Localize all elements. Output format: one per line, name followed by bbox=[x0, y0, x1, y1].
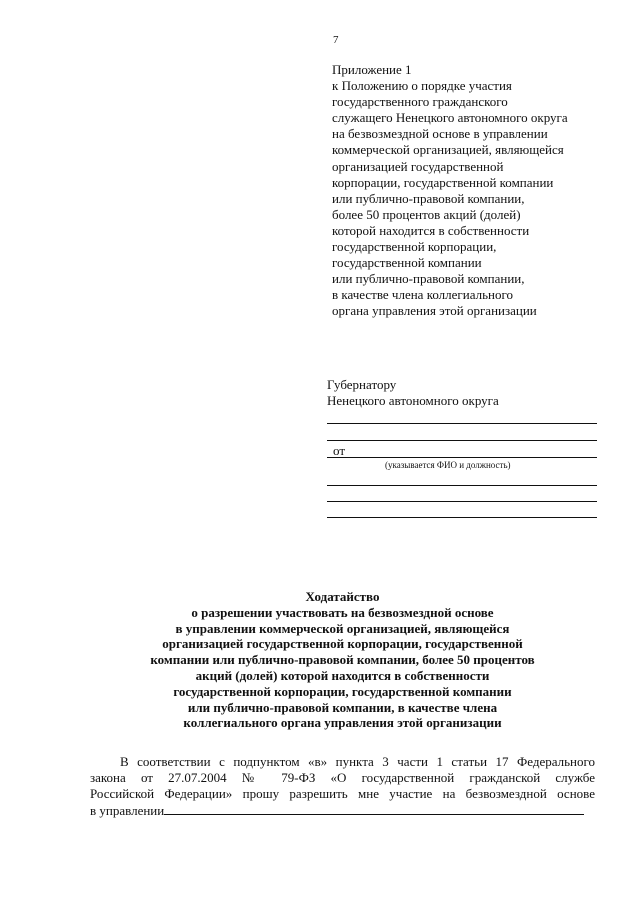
blank-line bbox=[327, 517, 597, 518]
body-line: В соответствии с подпунктом «в» пункта 3 части 1 статьи 17 Федерального bbox=[120, 754, 595, 769]
appendix-line: в качестве члена коллегиального bbox=[332, 287, 513, 303]
page-number: 7 bbox=[333, 34, 339, 46]
appendix-line: к Положению о порядке участия bbox=[332, 78, 512, 94]
body-line: Российской Федерации» прошу разрешить мне участие на безвозмездной основе bbox=[90, 786, 595, 801]
appendix-line: государственного гражданского bbox=[332, 94, 508, 110]
title-line: акций (долей) которой находится в собственности bbox=[195, 667, 490, 683]
appendix-line: коммерческой организацией, являющейся bbox=[332, 142, 564, 158]
title-line: или публично-правовой компании, в качестве члена bbox=[187, 699, 498, 715]
blank-line bbox=[327, 423, 597, 424]
blank-line bbox=[327, 501, 597, 502]
appendix-line: органа управления этой организации bbox=[332, 303, 537, 319]
body-last-line bbox=[90, 802, 595, 819]
title-line: Ходатайство bbox=[305, 589, 380, 604]
appendix-line: корпорации, государственной компании bbox=[332, 174, 554, 190]
title-line: организацией государственной корпорации, государственной bbox=[162, 636, 523, 652]
appendix-line: или публично-правовой компании, bbox=[332, 271, 525, 287]
blank-line bbox=[327, 440, 597, 441]
appendix-line: на безвозмездной основе в управлении bbox=[332, 126, 548, 142]
appendix-line: государственной корпорации, bbox=[332, 239, 497, 255]
appendix-line: более 50 процентов акций (долей) bbox=[332, 206, 521, 222]
title-line: о разрешении участвовать на безвозмездной основе bbox=[191, 604, 494, 620]
from-hint: (указывается ФИО и должность) bbox=[385, 460, 511, 470]
appendix-line: которой находится в собственности bbox=[332, 222, 530, 238]
appendix-line: или публично-правовой компании, bbox=[332, 190, 525, 206]
addressee-block bbox=[327, 377, 499, 409]
title-line: коллегиального органа управления этой организации bbox=[183, 715, 502, 731]
petition-title bbox=[90, 589, 595, 731]
title-line: государственной корпорации, государственной компании bbox=[173, 683, 512, 699]
title-line: в управлении коммерческой организацией, являющейся bbox=[175, 620, 510, 636]
body-line: в управлении bbox=[90, 803, 165, 818]
appendix-line: государственной компании bbox=[332, 255, 482, 271]
title-line: компании или публично-правовой компании, более 50 процентов bbox=[150, 652, 535, 668]
from-line bbox=[327, 457, 597, 458]
appendix-line: организацией государственной bbox=[332, 158, 504, 174]
appendix-header bbox=[332, 62, 612, 320]
body-paragraph bbox=[90, 754, 595, 819]
body-line: закона от 27.07.2004 № 79-ФЗ «О государственной гражданской службе bbox=[90, 770, 595, 785]
appendix-line: Приложение 1 bbox=[332, 62, 412, 77]
from-label: от bbox=[333, 443, 346, 458]
addressee-line: Губернатору bbox=[327, 377, 397, 392]
management-blank-line bbox=[164, 802, 584, 815]
appendix-line: служащего Ненецкого автономного округа bbox=[332, 110, 568, 126]
blank-line bbox=[327, 485, 597, 486]
addressee-line: Ненецкого автономного округа bbox=[327, 393, 499, 408]
